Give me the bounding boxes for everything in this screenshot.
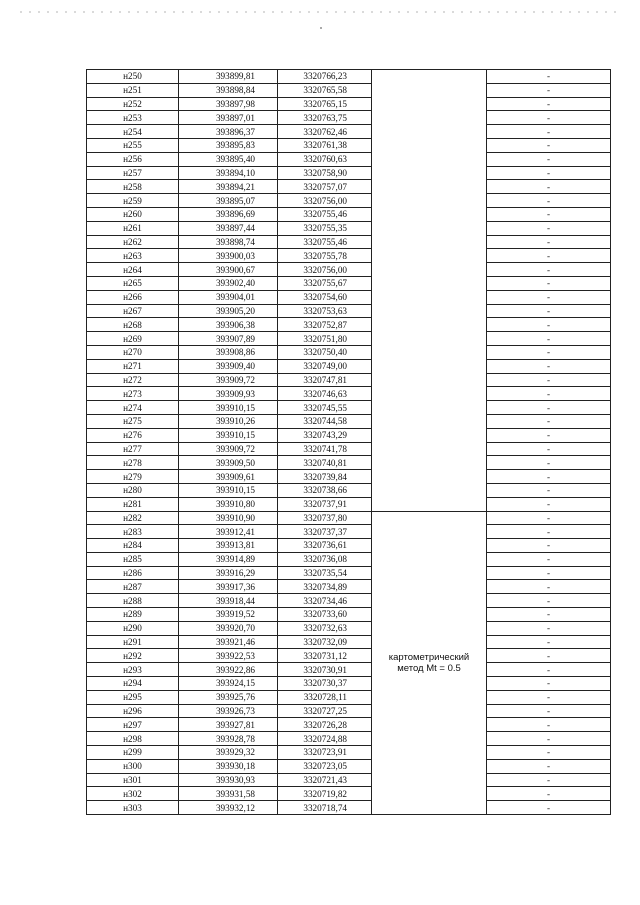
- point-name-cell: н253: [87, 111, 179, 125]
- x-coordinate-cell: 393894,21: [179, 180, 278, 194]
- table-row: [87, 111, 611, 125]
- note-cell: -: [487, 787, 611, 801]
- y-coordinate-cell: 3320750,40: [278, 345, 372, 359]
- x-coordinate-cell: 393895,83: [179, 138, 278, 152]
- y-coordinate-cell: 3320737,37: [278, 525, 372, 539]
- note-cell: -: [487, 373, 611, 387]
- x-coordinate-cell: 393909,50: [179, 456, 278, 470]
- table-row: [87, 773, 611, 787]
- y-coordinate-cell: 3320736,61: [278, 539, 372, 553]
- note-cell: -: [487, 401, 611, 415]
- x-coordinate-cell: 393898,74: [179, 235, 278, 249]
- y-coordinate-cell: 3320719,82: [278, 787, 372, 801]
- point-name-cell: н288: [87, 594, 179, 608]
- note-cell: -: [487, 276, 611, 290]
- table-row: [87, 746, 611, 760]
- point-name-cell: н282: [87, 511, 179, 525]
- point-name-cell: н280: [87, 483, 179, 497]
- point-name-cell: н255: [87, 138, 179, 152]
- table-row: [87, 235, 611, 249]
- table-row: [87, 608, 611, 622]
- method-label: [372, 652, 486, 674]
- point-name-cell: н303: [87, 801, 179, 815]
- table-row: [87, 166, 611, 180]
- y-coordinate-cell: 3320765,15: [278, 97, 372, 111]
- y-coordinate-cell: 3320766,23: [278, 70, 372, 84]
- table-row: [87, 635, 611, 649]
- x-coordinate-cell: 393894,10: [179, 166, 278, 180]
- point-name-cell: н278: [87, 456, 179, 470]
- y-coordinate-cell: 3320749,00: [278, 359, 372, 373]
- note-cell: -: [487, 83, 611, 97]
- y-coordinate-cell: 3320755,35: [278, 221, 372, 235]
- x-coordinate-cell: 393910,15: [179, 428, 278, 442]
- x-coordinate-cell: 393931,58: [179, 787, 278, 801]
- note-cell: -: [487, 470, 611, 484]
- note-cell: -: [487, 594, 611, 608]
- x-coordinate-cell: 393897,44: [179, 221, 278, 235]
- y-coordinate-cell: 3320744,58: [278, 414, 372, 428]
- y-coordinate-cell: 3320756,00: [278, 194, 372, 208]
- point-name-cell: н259: [87, 194, 179, 208]
- table-row: [87, 332, 611, 346]
- y-coordinate-cell: 3320753,63: [278, 304, 372, 318]
- x-coordinate-cell: 393899,81: [179, 70, 278, 84]
- table-row: [87, 539, 611, 553]
- point-name-cell: н254: [87, 125, 179, 139]
- note-cell: -: [487, 525, 611, 539]
- table-row: [87, 552, 611, 566]
- note-cell: -: [487, 456, 611, 470]
- x-coordinate-cell: 393910,80: [179, 497, 278, 511]
- y-coordinate-cell: 3320761,38: [278, 138, 372, 152]
- x-coordinate-cell: 393900,03: [179, 249, 278, 263]
- x-coordinate-cell: 393897,98: [179, 97, 278, 111]
- note-cell: -: [487, 332, 611, 346]
- point-name-cell: н295: [87, 690, 179, 704]
- x-coordinate-cell: 393898,84: [179, 83, 278, 97]
- point-name-cell: н294: [87, 677, 179, 691]
- y-coordinate-cell: 3320755,78: [278, 249, 372, 263]
- note-cell: -: [487, 428, 611, 442]
- note-cell: -: [487, 152, 611, 166]
- y-coordinate-cell: 3320737,91: [278, 497, 372, 511]
- x-coordinate-cell: 393897,01: [179, 111, 278, 125]
- note-cell: -: [487, 773, 611, 787]
- note-cell: -: [487, 125, 611, 139]
- point-name-cell: н290: [87, 621, 179, 635]
- table-row: [87, 263, 611, 277]
- point-name-cell: н286: [87, 566, 179, 580]
- table-row: [87, 704, 611, 718]
- table-row: [87, 83, 611, 97]
- y-coordinate-cell: 3320728,11: [278, 690, 372, 704]
- point-name-cell: н298: [87, 732, 179, 746]
- x-coordinate-cell: 393924,15: [179, 677, 278, 691]
- point-name-cell: н301: [87, 773, 179, 787]
- note-cell: -: [487, 290, 611, 304]
- y-coordinate-cell: 3320727,25: [278, 704, 372, 718]
- point-name-cell: н299: [87, 746, 179, 760]
- x-coordinate-cell: 393912,41: [179, 525, 278, 539]
- y-coordinate-cell: 3320755,67: [278, 276, 372, 290]
- note-cell: -: [487, 194, 611, 208]
- note-cell: -: [487, 263, 611, 277]
- x-coordinate-cell: 393900,67: [179, 263, 278, 277]
- x-coordinate-cell: 393925,76: [179, 690, 278, 704]
- point-name-cell: н251: [87, 83, 179, 97]
- note-cell: -: [487, 442, 611, 456]
- point-name-cell: н266: [87, 290, 179, 304]
- table-row: [87, 649, 611, 663]
- y-coordinate-cell: 3320733,60: [278, 608, 372, 622]
- y-coordinate-cell: 3320762,46: [278, 125, 372, 139]
- note-cell: -: [487, 608, 611, 622]
- table-row: [87, 318, 611, 332]
- x-coordinate-cell: 393895,40: [179, 152, 278, 166]
- x-coordinate-cell: 393916,29: [179, 566, 278, 580]
- point-name-cell: н292: [87, 649, 179, 663]
- y-coordinate-cell: 3320723,91: [278, 746, 372, 760]
- y-coordinate-cell: 3320758,90: [278, 166, 372, 180]
- table-row: [87, 125, 611, 139]
- x-coordinate-cell: 393909,72: [179, 373, 278, 387]
- table-row: [87, 525, 611, 539]
- table-row: [87, 249, 611, 263]
- note-cell: -: [487, 580, 611, 594]
- y-coordinate-cell: 3320724,88: [278, 732, 372, 746]
- table-row: [87, 497, 611, 511]
- note-cell: -: [487, 304, 611, 318]
- x-coordinate-cell: 393909,40: [179, 359, 278, 373]
- y-coordinate-cell: 3320756,00: [278, 263, 372, 277]
- note-cell: -: [487, 801, 611, 815]
- point-name-cell: н272: [87, 373, 179, 387]
- y-coordinate-cell: 3320746,63: [278, 387, 372, 401]
- table-row: [87, 373, 611, 387]
- point-name-cell: н258: [87, 180, 179, 194]
- table-row: [87, 304, 611, 318]
- note-cell: -: [487, 359, 611, 373]
- point-name-cell: н291: [87, 635, 179, 649]
- y-coordinate-cell: 3320751,80: [278, 332, 372, 346]
- table-row: [87, 414, 611, 428]
- table-row: [87, 456, 611, 470]
- coordinates-table-body: [87, 70, 611, 815]
- y-coordinate-cell: 3320755,46: [278, 235, 372, 249]
- table-row: [87, 677, 611, 691]
- scan-dot: [320, 27, 322, 29]
- note-cell: -: [487, 138, 611, 152]
- point-name-cell: н262: [87, 235, 179, 249]
- note-cell: -: [487, 414, 611, 428]
- note-cell: -: [487, 207, 611, 221]
- x-coordinate-cell: 393918,44: [179, 594, 278, 608]
- x-coordinate-cell: 393910,15: [179, 401, 278, 415]
- note-cell: -: [487, 663, 611, 677]
- note-cell: -: [487, 97, 611, 111]
- x-coordinate-cell: 393922,53: [179, 649, 278, 663]
- note-cell: -: [487, 539, 611, 553]
- y-coordinate-cell: 3320718,74: [278, 801, 372, 815]
- x-coordinate-cell: 393896,69: [179, 207, 278, 221]
- y-coordinate-cell: 3320763,75: [278, 111, 372, 125]
- table-row: [87, 138, 611, 152]
- table-row: [87, 221, 611, 235]
- y-coordinate-cell: 3320735,54: [278, 566, 372, 580]
- table-row: [87, 801, 611, 815]
- point-name-cell: н257: [87, 166, 179, 180]
- table-row: [87, 290, 611, 304]
- point-name-cell: н273: [87, 387, 179, 401]
- table-row: [87, 732, 611, 746]
- point-name-cell: н279: [87, 470, 179, 484]
- table-row: [87, 511, 611, 525]
- x-coordinate-cell: 393922,86: [179, 663, 278, 677]
- x-coordinate-cell: 393932,12: [179, 801, 278, 815]
- table-row: [87, 207, 611, 221]
- note-cell: -: [487, 746, 611, 760]
- note-cell: -: [487, 718, 611, 732]
- note-cell: -: [487, 221, 611, 235]
- table-row: [87, 401, 611, 415]
- x-coordinate-cell: 393927,81: [179, 718, 278, 732]
- y-coordinate-cell: 3320738,66: [278, 483, 372, 497]
- x-coordinate-cell: 393909,72: [179, 442, 278, 456]
- x-coordinate-cell: 393913,81: [179, 539, 278, 553]
- y-coordinate-cell: 3320752,87: [278, 318, 372, 332]
- note-cell: -: [487, 166, 611, 180]
- x-coordinate-cell: 393919,52: [179, 608, 278, 622]
- point-name-cell: н293: [87, 663, 179, 677]
- y-coordinate-cell: 3320740,81: [278, 456, 372, 470]
- point-name-cell: н284: [87, 539, 179, 553]
- point-name-cell: н271: [87, 359, 179, 373]
- note-cell: -: [487, 635, 611, 649]
- point-name-cell: н283: [87, 525, 179, 539]
- y-coordinate-cell: 3320765,58: [278, 83, 372, 97]
- x-coordinate-cell: 393904,01: [179, 290, 278, 304]
- y-coordinate-cell: 3320726,28: [278, 718, 372, 732]
- table-row: [87, 359, 611, 373]
- table-row: [87, 194, 611, 208]
- point-name-cell: н252: [87, 97, 179, 111]
- x-coordinate-cell: 393910,15: [179, 483, 278, 497]
- y-coordinate-cell: 3320736,08: [278, 552, 372, 566]
- x-coordinate-cell: 393914,89: [179, 552, 278, 566]
- y-coordinate-cell: 3320723,05: [278, 759, 372, 773]
- y-coordinate-cell: 3320734,89: [278, 580, 372, 594]
- note-cell: -: [487, 511, 611, 525]
- point-name-cell: н296: [87, 704, 179, 718]
- table-row: [87, 483, 611, 497]
- note-cell: -: [487, 318, 611, 332]
- note-cell: -: [487, 180, 611, 194]
- y-coordinate-cell: 3320721,43: [278, 773, 372, 787]
- point-name-cell: н297: [87, 718, 179, 732]
- point-name-cell: н281: [87, 497, 179, 511]
- method-label-line1: картометрический: [388, 651, 470, 663]
- point-name-cell: н275: [87, 414, 179, 428]
- table-row: [87, 428, 611, 442]
- x-coordinate-cell: 393902,40: [179, 276, 278, 290]
- note-cell: -: [487, 345, 611, 359]
- point-name-cell: н267: [87, 304, 179, 318]
- x-coordinate-cell: 393929,32: [179, 746, 278, 760]
- y-coordinate-cell: 3320745,55: [278, 401, 372, 415]
- note-cell: -: [487, 649, 611, 663]
- point-name-cell: н263: [87, 249, 179, 263]
- point-name-cell: н270: [87, 345, 179, 359]
- point-name-cell: н289: [87, 608, 179, 622]
- coordinates-table: [86, 69, 611, 815]
- table-row: [87, 718, 611, 732]
- method-cell: [372, 70, 487, 512]
- y-coordinate-cell: 3320731,12: [278, 649, 372, 663]
- point-name-cell: н285: [87, 552, 179, 566]
- table-row: [87, 276, 611, 290]
- note-cell: -: [487, 677, 611, 691]
- y-coordinate-cell: 3320741,78: [278, 442, 372, 456]
- note-cell: -: [487, 497, 611, 511]
- note-cell: -: [487, 552, 611, 566]
- table-row: [87, 442, 611, 456]
- point-name-cell: н264: [87, 263, 179, 277]
- x-coordinate-cell: 393895,07: [179, 194, 278, 208]
- table-row: [87, 759, 611, 773]
- note-cell: -: [487, 732, 611, 746]
- point-name-cell: н260: [87, 207, 179, 221]
- method-cell: [372, 511, 487, 815]
- note-cell: -: [487, 387, 611, 401]
- note-cell: -: [487, 249, 611, 263]
- note-cell: -: [487, 235, 611, 249]
- point-name-cell: н276: [87, 428, 179, 442]
- y-coordinate-cell: 3320730,37: [278, 677, 372, 691]
- y-coordinate-cell: 3320739,84: [278, 470, 372, 484]
- table-row: [87, 152, 611, 166]
- point-name-cell: н256: [87, 152, 179, 166]
- y-coordinate-cell: 3320760,63: [278, 152, 372, 166]
- point-name-cell: н287: [87, 580, 179, 594]
- note-cell: -: [487, 111, 611, 125]
- x-coordinate-cell: 393905,20: [179, 304, 278, 318]
- note-cell: -: [487, 690, 611, 704]
- y-coordinate-cell: 3320755,46: [278, 207, 372, 221]
- point-name-cell: н269: [87, 332, 179, 346]
- y-coordinate-cell: 3320732,09: [278, 635, 372, 649]
- table-row: [87, 787, 611, 801]
- x-coordinate-cell: 393906,38: [179, 318, 278, 332]
- y-coordinate-cell: 3320757,07: [278, 180, 372, 194]
- table-row: [87, 70, 611, 84]
- y-coordinate-cell: 3320734,46: [278, 594, 372, 608]
- table-row: [87, 663, 611, 677]
- y-coordinate-cell: 3320737,80: [278, 511, 372, 525]
- table-row: [87, 690, 611, 704]
- note-cell: -: [487, 759, 611, 773]
- point-name-cell: н277: [87, 442, 179, 456]
- table-row: [87, 594, 611, 608]
- note-cell: -: [487, 483, 611, 497]
- note-cell: -: [487, 566, 611, 580]
- x-coordinate-cell: 393930,93: [179, 773, 278, 787]
- x-coordinate-cell: 393930,18: [179, 759, 278, 773]
- y-coordinate-cell: 3320747,81: [278, 373, 372, 387]
- note-cell: -: [487, 621, 611, 635]
- table-row: [87, 621, 611, 635]
- x-coordinate-cell: 393921,46: [179, 635, 278, 649]
- table-row: [87, 580, 611, 594]
- y-coordinate-cell: 3320743,29: [278, 428, 372, 442]
- point-name-cell: н302: [87, 787, 179, 801]
- table-row: [87, 387, 611, 401]
- method-label-line2: метод Mt = 0.5: [397, 662, 461, 674]
- y-coordinate-cell: 3320732,63: [278, 621, 372, 635]
- table-row: [87, 566, 611, 580]
- x-coordinate-cell: 393926,73: [179, 704, 278, 718]
- note-cell: -: [487, 704, 611, 718]
- x-coordinate-cell: 393907,89: [179, 332, 278, 346]
- y-coordinate-cell: 3320754,60: [278, 290, 372, 304]
- x-coordinate-cell: 393920,70: [179, 621, 278, 635]
- point-name-cell: н300: [87, 759, 179, 773]
- table-row: [87, 180, 611, 194]
- table-row: [87, 345, 611, 359]
- x-coordinate-cell: 393910,90: [179, 511, 278, 525]
- scan-header-noise: [20, 11, 620, 13]
- y-coordinate-cell: 3320730,91: [278, 663, 372, 677]
- point-name-cell: н274: [87, 401, 179, 415]
- x-coordinate-cell: 393928,78: [179, 732, 278, 746]
- x-coordinate-cell: 393917,36: [179, 580, 278, 594]
- x-coordinate-cell: 393909,61: [179, 470, 278, 484]
- note-cell: -: [487, 70, 611, 84]
- x-coordinate-cell: 393910,26: [179, 414, 278, 428]
- table-row: [87, 97, 611, 111]
- x-coordinate-cell: 393908,86: [179, 345, 278, 359]
- x-coordinate-cell: 393896,37: [179, 125, 278, 139]
- point-name-cell: н268: [87, 318, 179, 332]
- x-coordinate-cell: 393909,93: [179, 387, 278, 401]
- table-row: [87, 470, 611, 484]
- point-name-cell: н250: [87, 70, 179, 84]
- point-name-cell: н261: [87, 221, 179, 235]
- point-name-cell: н265: [87, 276, 179, 290]
